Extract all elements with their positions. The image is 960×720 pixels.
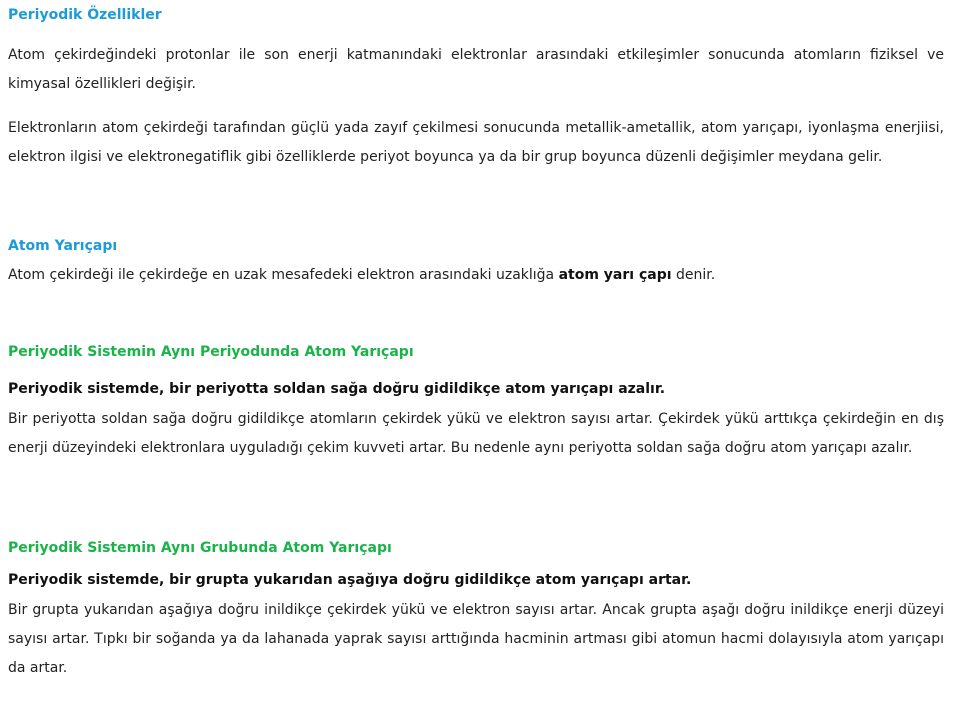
heading-same-period: Periyodik Sistemin Aynı Periyodunda Atom Yarıçapı [8, 344, 414, 360]
atomic-radius-term: atom yarı çapı [558, 267, 672, 283]
paragraph-same-period: Bir periyotta soldan sağa doğru gidildikçe atomların çekirdek yükü ve elektron sayısı artar. Çekirdek yükü arttıkça çekirdeğin en dış enerji düzeyindeki elektronlara uyguladığı çekim kuvveti artar. Bu nedenle aynı periyotta soldan sağa doğru atom yarıçapı azalır. [8, 411, 944, 456]
paragraph-atomic-radius [8, 261, 944, 290]
atomic-radius-text-after: denir. [671, 267, 716, 283]
lead-same-period: Periyodik sistemde, bir periyotta soldan sağa doğru gidildikçe atom yarıçapı azalır. [8, 381, 666, 397]
paragraph-periodic-properties-1: Atom çekirdeğindeki protonlar ile son enerji katmanındaki elektronlar arasındaki etkileşimler sonucunda atomların fiziksel ve kimyasal özellikleri değişir. [8, 47, 944, 92]
heading-same-group: Periyodik Sistemin Aynı Grubunda Atom Yarıçapı [8, 540, 392, 556]
atomic-radius-text-before: Atom çekirdeği ile çekirdeğe en uzak mesafedeki elektron arasındaki uzaklığa [8, 267, 559, 283]
heading-atomic-radius: Atom Yarıçapı [8, 238, 118, 254]
paragraph-same-group: Bir grupta yukarıdan aşağıya doğru inildikçe çekirdek yükü ve elektron sayısı artar. Ancak grupta aşağı doğru inildikçe enerji düzeyi sayısı artar. Tıpkı bir soğanda ya da lahanada yaprak sayısı arttığında hacminin artması gibi atomun hacmi dolayısıyla atom yarıçapı da artar. [8, 602, 944, 676]
paragraph-periodic-properties-2: Elektronların atom çekirdeği tarafından güçlü yada zayıf çekilmesi sonucunda metallik-ametallik, atom yarıçapı, iyonlaşma enerjiisi, elektron ilgisi ve elektronegatiflik gibi özelliklerde periyot boyunca ya da bir grup boyunca düzenli değişimler meydana gelir. [8, 120, 944, 165]
heading-periodic-properties: Periyodik Özellikler [8, 7, 162, 23]
lead-same-group: Periyodik sistemde, bir grupta yukarıdan aşağıya doğru gidildikçe atom yarıçapı artar. [8, 572, 692, 588]
